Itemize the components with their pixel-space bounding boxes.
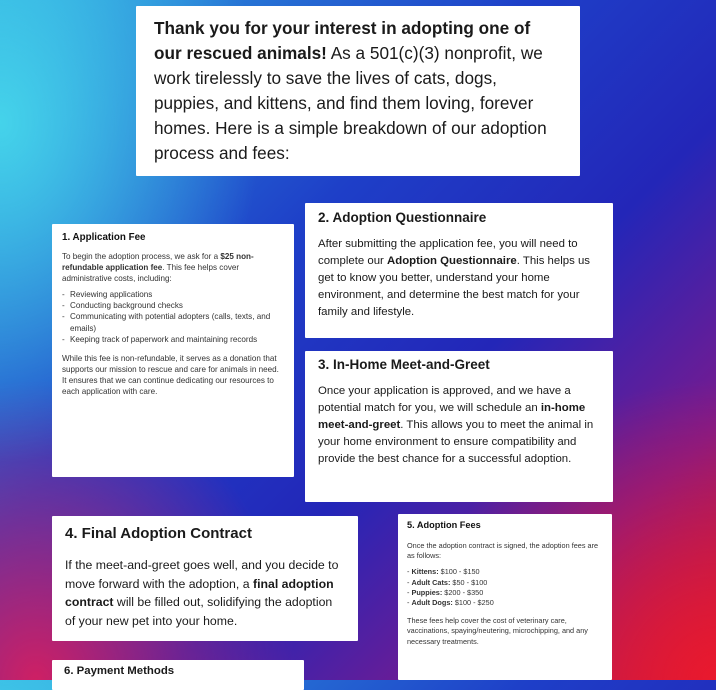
fee-label: Adult Cats: [411,577,451,587]
application-fee-paragraph [62,251,284,284]
intro-lead: Thank you for your interest in adopting one of our rescued animals! [154,18,531,63]
intro-text [154,16,562,166]
list-item: - Reviewing applications [62,289,284,300]
application-fee-text: To begin the adoption process, we ask for a [62,252,221,261]
meet-greet-text [318,383,600,468]
list-item [407,598,603,608]
intro-body: As a 501(c)(3) nonprofit, we work tirelessly to save the lives of cats, dogs, puppies, and kittens, and find them loving, forever homes. Here is a simple breakdown of our adoption process and fees: [154,43,547,163]
questionnaire-bold: Adoption Questionnaire [387,255,517,267]
fee-value: $200 - $350 [442,587,484,597]
contract-card [52,516,358,641]
questionnaire-text-start: After submitting the application fee, you will need to complete our [318,238,578,267]
list-item [407,588,603,598]
application-fee-amount: $25 non-refundable application fee [62,252,254,273]
adoption-fees-list [407,567,603,608]
adoption-fees-title: 5. Adoption Fees [407,520,481,530]
adoption-fees-intro: Once the adoption contract is signed, the adoption fees are as follows: [407,541,599,561]
contract-text-end: will be filled out, solidifying the adoption of your new pet into your home. [65,595,333,628]
fee-label: Adult Dogs: [411,598,453,608]
questionnaire-title: 2. Adoption Questionnaire [318,210,487,225]
contract-bold: final adoption contract [65,576,334,609]
adoption-fees-outro: These fees help cover the cost of veterinary care, vaccinations, spaying/neutering, microchipping, and any necessary treatments. [407,616,588,646]
fee-label: Puppies: [411,587,443,597]
meet-greet-card [305,351,613,502]
list-item: - Communicating with potential adopters (calls, texts, and emails) [62,311,284,333]
list-item [407,578,603,588]
fee-label: Kittens: [411,567,439,577]
payment-methods-title: 6. Payment Methods [64,665,175,677]
meet-greet-title: 3. In-Home Meet-and-Greet [318,357,490,372]
questionnaire-text [318,236,600,321]
application-fee-list [62,289,284,344]
intro-card [136,6,580,176]
meet-greet-text-start: Once your application is approved, and we have a potential match for you, we will schedule an [318,385,571,414]
contract-text-start: If the meet-and-greet goes well, and you decide to move forward with the adoption, a [65,558,339,591]
payment-methods-card [52,660,304,690]
application-fee-title: 1. Application Fee [62,232,146,243]
application-fee-note: While this fee is non-refundable, it serves as a donation that supports our mission to rescue and care for animals in need. It ensures that we can continue dedicating our resources to each application with care. [62,353,279,397]
fee-value: $100 - $250 [452,598,494,608]
application-fee-card [52,224,294,477]
adoption-fees-card [398,514,612,680]
questionnaire-text-end: . This helps us get to know you better, understand your home environment, and determine the best match for your family and lifestyle. [318,255,590,318]
fee-value: $50 - $100 [450,577,488,587]
meet-greet-text-end: . This allows you to meet the animal in your home environment to ensure compatibility and provide the best chance for a successful adoption. [318,419,594,465]
list-item: - Conducting background checks [62,300,284,311]
application-fee-text-end: . This fee helps cover administrative costs, including: [62,263,240,284]
contract-title: 4. Final Adoption Contract [65,525,252,542]
fee-value: $100 - $150 [438,567,480,577]
contract-text [65,556,345,630]
questionnaire-card [305,203,613,338]
list-item [407,567,603,577]
meet-greet-bold: in-home meet-and-greet [318,402,586,431]
list-item: - Keeping track of paperwork and maintaining records [62,334,284,345]
